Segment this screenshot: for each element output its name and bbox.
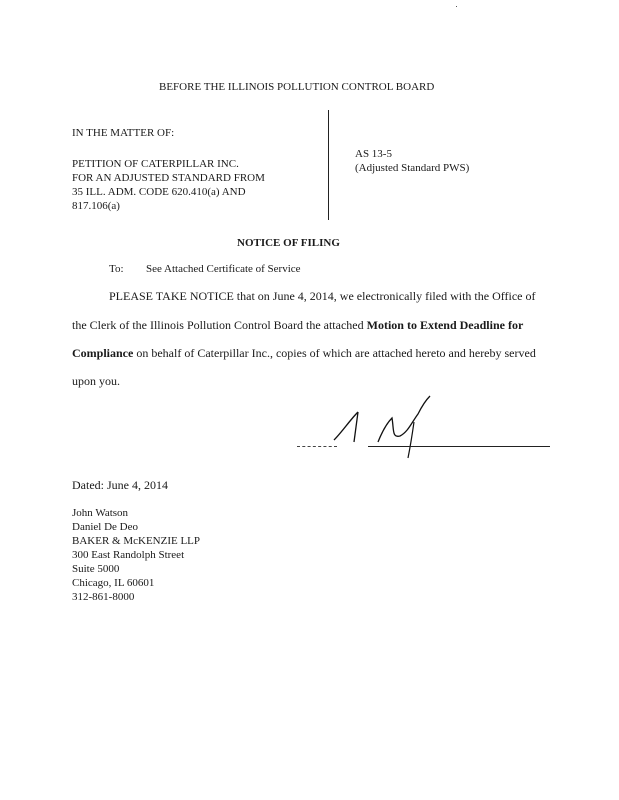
attorney-name: Daniel De Deo [72, 521, 138, 533]
firm-name: BAKER & McKENZIE LLP [72, 535, 201, 547]
petition-line: PETITION OF CATERPILLAR INC. [72, 158, 239, 170]
body-line-3-text: on behalf of Caterpillar Inc., copies of which are attached hereto and hereby served [133, 346, 536, 360]
scan-speck [456, 6, 457, 7]
suite: Suite 5000 [72, 563, 120, 575]
dated-line: Dated: June 4, 2014 [72, 478, 168, 492]
to-label: To: [109, 263, 124, 275]
phone-number: 312-861-8000 [72, 591, 135, 603]
case-block [355, 147, 469, 175]
caption-block [72, 126, 265, 213]
signature-scribble [330, 392, 460, 462]
signature-line [368, 446, 550, 447]
motion-title: Motion to Extend Deadline for [366, 318, 524, 332]
signature-dashes [297, 446, 337, 448]
body-line-2-text: the Clerk of the Illinois Pollution Control Board the attached [72, 318, 367, 332]
street-address: 300 East Randolph Street [72, 549, 185, 561]
body-line-3 [72, 346, 536, 361]
address-block [72, 506, 200, 604]
body-line-1: PLEASE TAKE NOTICE that on June 4, 2014, we electronically filed with the Office of [109, 289, 536, 303]
matter-label: IN THE MATTER OF: [72, 127, 175, 139]
attorney-name: John Watson [72, 507, 129, 519]
notice-title: NOTICE OF FILING [237, 237, 340, 249]
city-state-zip: Chicago, IL 60601 [72, 577, 155, 589]
caption-divider [328, 110, 329, 220]
petition-line: 35 ILL. ADM. CODE 620.410(a) AND [72, 186, 246, 198]
motion-title-end: Compliance [72, 346, 134, 360]
petition-line: 817.106(a) [72, 200, 120, 212]
body-line-4: upon you. [72, 374, 120, 388]
body-line-2 [72, 318, 523, 333]
case-type: (Adjusted Standard PWS) [355, 162, 470, 174]
to-value: See Attached Certificate of Service [146, 263, 301, 275]
board-title: BEFORE THE ILLINOIS POLLUTION CONTROL BOARD [159, 81, 435, 93]
petition-line: FOR AN ADJUSTED STANDARD FROM [72, 172, 265, 184]
case-number: AS 13-5 [355, 148, 392, 160]
